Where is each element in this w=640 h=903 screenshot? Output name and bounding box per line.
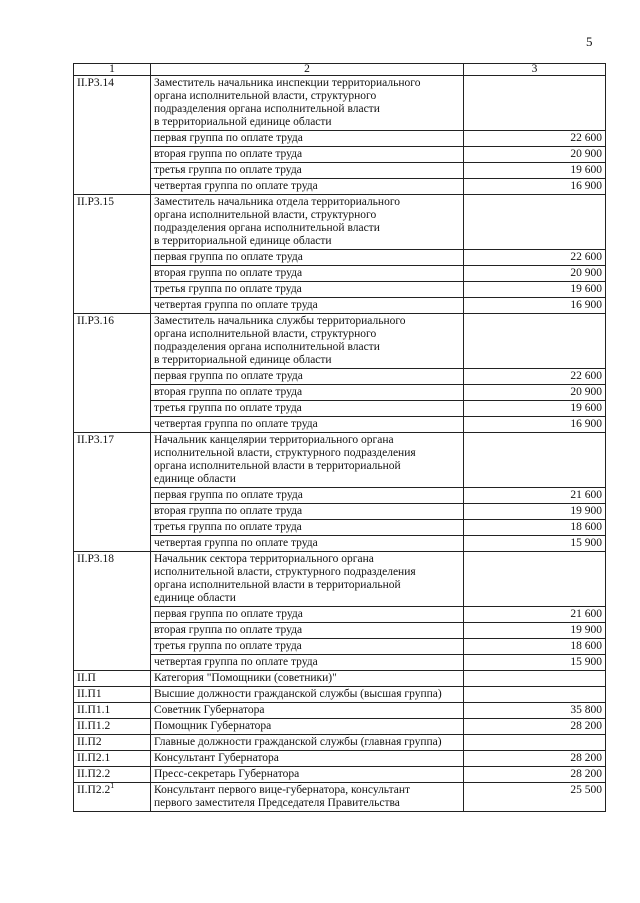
position-title: Помощник Губернатора — [151, 719, 464, 735]
position-title-line: Заместитель начальника инспекции территориального — [154, 77, 421, 89]
salary-value: 16 900 — [464, 417, 606, 433]
empty-value-cell — [464, 76, 606, 131]
position-title-line: в территориальной единице области — [154, 235, 332, 247]
position-code: II.Р3.16 — [74, 314, 151, 433]
position-title-line: Заместитель начальника отдела территориального — [154, 196, 401, 208]
pay-group-row — [74, 163, 606, 179]
position-title — [151, 433, 464, 488]
position-title-line: органа исполнительной власти в территориальной — [154, 460, 401, 472]
position-title: Высшие должности гражданской службы (высшая группа) — [151, 687, 464, 703]
salary-value: 15 900 — [464, 655, 606, 671]
pay-group-row — [74, 639, 606, 655]
page-number: 5 — [586, 34, 593, 49]
salary-value: 18 600 — [464, 639, 606, 655]
pay-group-row — [74, 250, 606, 266]
salary-value: 22 600 — [464, 369, 606, 385]
position-title: Советник Губернатора — [151, 703, 464, 719]
salary-value: 19 600 — [464, 282, 606, 298]
empty-value-cell — [464, 433, 606, 488]
pay-group-row — [74, 401, 606, 417]
salary-value: 21 600 — [464, 488, 606, 504]
position-title — [151, 314, 464, 369]
pay-group-row — [74, 623, 606, 639]
table-row — [74, 719, 606, 735]
salary-value: 16 900 — [464, 179, 606, 195]
position-title-line: органа исполнительной власти, структурного — [154, 328, 377, 340]
pay-group-row — [74, 131, 606, 147]
table-row — [74, 671, 606, 687]
position-title-line: органа исполнительной власти, структурного — [154, 209, 377, 221]
pay-group-label: четвертая группа по оплате труда — [151, 417, 464, 433]
pay-group-row — [74, 298, 606, 314]
pay-group-label: первая группа по оплате труда — [151, 250, 464, 266]
salary-value: 22 600 — [464, 250, 606, 266]
salary-value — [464, 671, 606, 687]
pay-group-label: вторая группа по оплате труда — [151, 623, 464, 639]
table-row — [74, 703, 606, 719]
salary-value: 28 200 — [464, 719, 606, 735]
pay-group-label: третья группа по оплате труда — [151, 282, 464, 298]
pay-group-label: вторая группа по оплате труда — [151, 147, 464, 163]
salary-value: 20 900 — [464, 266, 606, 282]
group-title-row — [74, 76, 606, 131]
position-title-line: Заместитель начальника службы территориального — [154, 315, 406, 327]
pay-group-label: третья группа по оплате труда — [151, 520, 464, 536]
position-code: II.П2 — [74, 735, 151, 751]
salary-value: 35 800 — [464, 703, 606, 719]
position-title-line: исполнительной власти, структурного подразделения — [154, 447, 416, 459]
position-title-line: подразделения органа исполнительной власти — [154, 341, 380, 353]
salary-value: 25 500 — [464, 783, 606, 812]
position-code: II.П — [74, 671, 151, 687]
position-code: II.П1.2 — [74, 719, 151, 735]
position-title-line: Консультант первого вице-губернатора, консультант — [154, 784, 411, 796]
salary-value: 20 900 — [464, 385, 606, 401]
group-title-row — [74, 314, 606, 369]
position-title-line: исполнительной власти, структурного подразделения — [154, 566, 416, 578]
pay-group-label: третья группа по оплате труда — [151, 401, 464, 417]
pay-group-row — [74, 417, 606, 433]
position-code: II.П2.2 — [74, 767, 151, 783]
salary-value: 20 900 — [464, 147, 606, 163]
salary-value: 19 600 — [464, 163, 606, 179]
position-title — [151, 783, 464, 812]
position-title-line: единице области — [154, 473, 236, 485]
position-title-line: подразделения органа исполнительной власти — [154, 103, 380, 115]
salary-value: 28 200 — [464, 767, 606, 783]
pay-group-label: вторая группа по оплате труда — [151, 385, 464, 401]
position-title-line: Начальник канцелярии территориального органа — [154, 434, 394, 446]
pay-group-row — [74, 655, 606, 671]
position-title-line: органа исполнительной власти, структурного — [154, 90, 377, 102]
pay-group-row — [74, 520, 606, 536]
position-code: II.Р3.17 — [74, 433, 151, 552]
salary-value: 16 900 — [464, 298, 606, 314]
header-row — [74, 64, 606, 76]
position-title: Главные должности гражданской службы (главная группа) — [151, 735, 464, 751]
salary-value: 18 600 — [464, 520, 606, 536]
position-title: Категория "Помощники (советники)" — [151, 671, 464, 687]
position-code: II.П1.1 — [74, 703, 151, 719]
empty-value-cell — [464, 314, 606, 369]
pay-group-label: первая группа по оплате труда — [151, 131, 464, 147]
pay-group-label: первая группа по оплате труда — [151, 607, 464, 623]
position-title-line: органа исполнительной власти в территориальной — [154, 579, 401, 591]
pay-group-row — [74, 369, 606, 385]
pay-group-label: первая группа по оплате труда — [151, 369, 464, 385]
salary-value: 19 600 — [464, 401, 606, 417]
salary-value: 19 900 — [464, 504, 606, 520]
table-row — [74, 767, 606, 783]
pay-group-row — [74, 266, 606, 282]
table-row — [74, 735, 606, 751]
position-title-line: в территориальной единице области — [154, 116, 332, 128]
group-title-row — [74, 552, 606, 607]
pay-group-label: третья группа по оплате труда — [151, 163, 464, 179]
position-code-superscript: 1 — [110, 781, 115, 791]
salary-value: 21 600 — [464, 607, 606, 623]
pay-group-row — [74, 488, 606, 504]
table-row — [74, 783, 606, 812]
pay-group-row — [74, 282, 606, 298]
pay-group-label: первая группа по оплате труда — [151, 488, 464, 504]
salary-value: 22 600 — [464, 131, 606, 147]
pay-group-row — [74, 536, 606, 552]
pay-group-label: четвертая группа по оплате труда — [151, 179, 464, 195]
header-col-3: 3 — [464, 64, 606, 76]
position-code: II.Р3.15 — [74, 195, 151, 314]
pay-group-row — [74, 147, 606, 163]
salary-table — [73, 63, 606, 812]
salary-value: 19 900 — [464, 623, 606, 639]
position-title: Консультант Губернатора — [151, 751, 464, 767]
position-code: II.Р3.18 — [74, 552, 151, 671]
salary-value — [464, 735, 606, 751]
position-code: II.П2.1 — [74, 751, 151, 767]
pay-group-label: четвертая группа по оплате труда — [151, 655, 464, 671]
header-col-1: 1 — [74, 64, 151, 76]
salary-value: 15 900 — [464, 536, 606, 552]
position-title-line: подразделения органа исполнительной власти — [154, 222, 380, 234]
position-title — [151, 76, 464, 131]
empty-value-cell — [464, 195, 606, 250]
pay-group-label: вторая группа по оплате труда — [151, 504, 464, 520]
pay-group-row — [74, 179, 606, 195]
empty-value-cell — [464, 552, 606, 607]
pay-group-label: третья группа по оплате труда — [151, 639, 464, 655]
table-row — [74, 687, 606, 703]
pay-group-label: четвертая группа по оплате труда — [151, 298, 464, 314]
pay-group-row — [74, 607, 606, 623]
pay-group-label: четвертая группа по оплате труда — [151, 536, 464, 552]
position-title-line: в территориальной единице области — [154, 354, 332, 366]
pay-group-label: вторая группа по оплате труда — [151, 266, 464, 282]
header-col-2: 2 — [151, 64, 464, 76]
position-title: Пресс-секретарь Губернатора — [151, 767, 464, 783]
position-title-line: единице области — [154, 592, 236, 604]
group-title-row — [74, 433, 606, 488]
position-title-line: первого заместителя Председателя Правительства — [154, 797, 400, 809]
position-title — [151, 552, 464, 607]
position-code-main: II.П2.2 — [77, 784, 111, 796]
salary-value — [464, 687, 606, 703]
pay-group-row — [74, 504, 606, 520]
group-title-row — [74, 195, 606, 250]
position-title — [151, 195, 464, 250]
position-code: II.П1 — [74, 687, 151, 703]
position-title-line: Начальник сектора территориального органа — [154, 553, 374, 565]
pay-group-row — [74, 385, 606, 401]
position-code: II.Р3.14 — [74, 76, 151, 195]
salary-value: 28 200 — [464, 751, 606, 767]
table-row — [74, 751, 606, 767]
position-code — [74, 783, 151, 812]
